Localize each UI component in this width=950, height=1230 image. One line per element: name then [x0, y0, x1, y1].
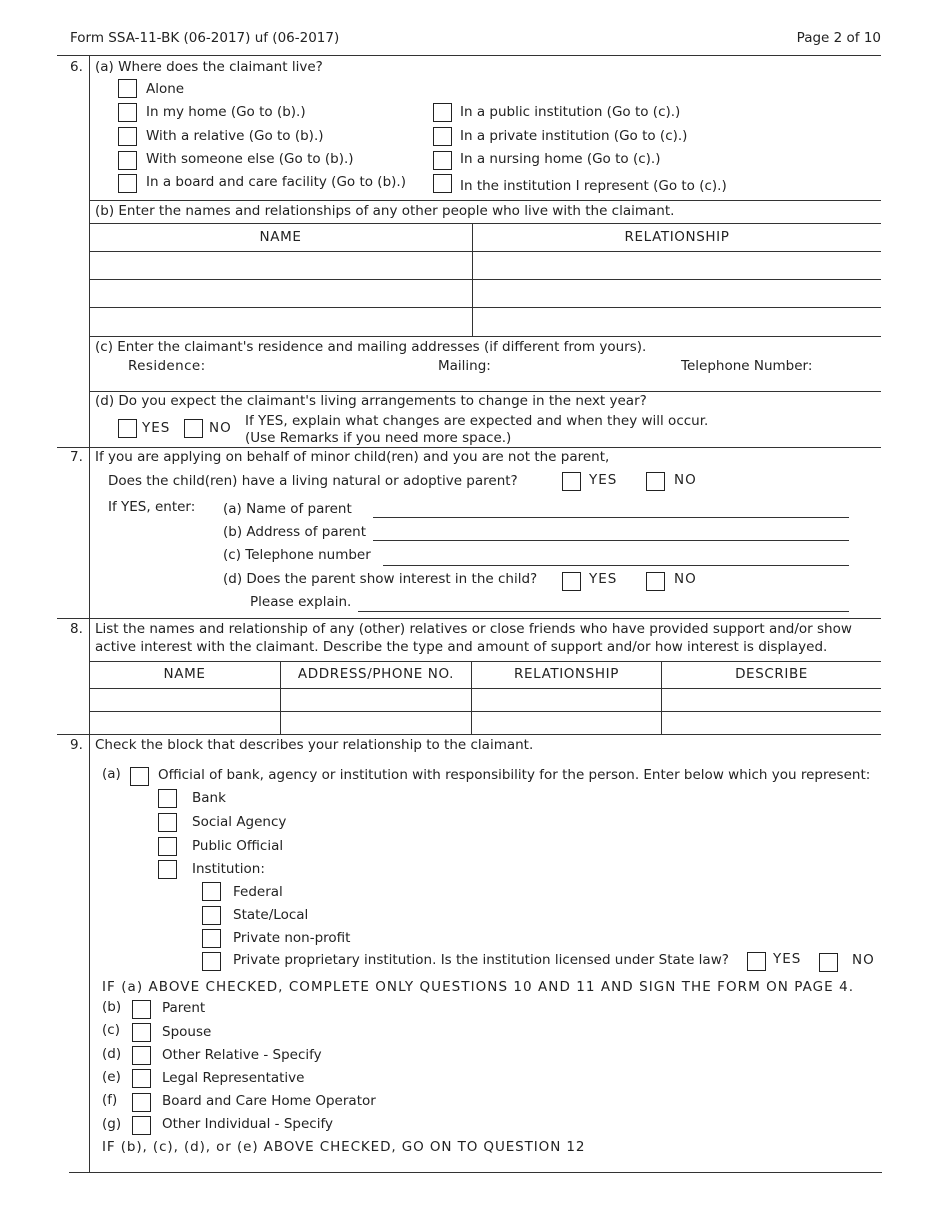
q7-number: 7. [70, 449, 83, 465]
q6-name-cell[interactable] [90, 252, 471, 278]
q9-a-option-label: Social Agency [192, 814, 287, 830]
q9-a-option-label: Institution: [192, 861, 265, 877]
q9-option-label: Legal Representative [162, 1070, 305, 1086]
q9-option-label: Other Relative - Specify [162, 1047, 322, 1063]
q7-b-label: (b) Address of parent [223, 524, 367, 540]
q6-col-name: NAME [259, 229, 302, 245]
q7-c-label: (c) Telephone number [223, 547, 371, 563]
footer-rule [69, 1172, 882, 1173]
q9-licensed-yes-checkbox[interactable] [747, 952, 766, 971]
q6-d-rule [89, 391, 881, 392]
q7-rule [57, 447, 881, 448]
q6-d-prompt: (d) Do you expect the claimant's living arrangements to change in the next year? [95, 393, 647, 409]
q6-board-care-checkbox[interactable] [118, 174, 137, 193]
q8-relationship-cell[interactable] [472, 712, 660, 733]
q9-letter: (c) [102, 1022, 120, 1038]
q9-public-official-checkbox[interactable] [158, 837, 177, 856]
q6-relationship-cell[interactable] [473, 252, 880, 278]
q6-b-prompt: (b) Enter the names and relationships of any other people who live with the claimant. [95, 203, 675, 219]
q9-parent-checkbox[interactable] [132, 1000, 151, 1019]
q8-col-describe: DESCRIBE [735, 666, 808, 682]
q7-no-label: NO [674, 472, 697, 488]
q8-address-cell[interactable] [281, 712, 470, 733]
q7-parent-address-field[interactable] [373, 540, 849, 541]
q9-if-a-instruction: IF (a) ABOVE CHECKED, COMPLETE ONLY QUESTIONS 10 AND 11 AND SIGN THE FORM ON PAGE 4. [102, 979, 855, 995]
q6-residence-field[interactable] [128, 374, 428, 390]
q7-question: Does the child(ren) have a living natural or adoptive parent? [108, 473, 518, 489]
q9-prompt: Check the block that describes your relationship to the claimant. [95, 737, 534, 753]
q9-proprietary-label: Private proprietary institution. Is the institution licensed under State law? [233, 952, 729, 968]
q9-letter: (e) [102, 1069, 121, 1085]
q6-option-label: Alone [146, 81, 185, 97]
q8-describe-cell[interactable] [662, 689, 880, 710]
q6-d-no-checkbox[interactable] [184, 419, 203, 438]
q8-line2: active interest with the claimant. Describe the type and amount of support and/or how interest is displayed. [95, 639, 828, 655]
q6-residence-label: Residence: [128, 358, 206, 374]
q9-rule [57, 734, 881, 735]
q6-mailing-field[interactable] [438, 374, 673, 390]
q9-letter: (g) [102, 1116, 122, 1132]
q8-name-cell[interactable] [90, 689, 279, 710]
q9-letter: (d) [102, 1046, 122, 1062]
q6-d-no-label: NO [209, 420, 232, 436]
q6-relationship-cell[interactable] [473, 308, 880, 335]
q9-federal-checkbox[interactable] [202, 882, 221, 901]
q6-table-top [89, 223, 881, 224]
q7-intro: If you are applying on behalf of minor child(ren) and you are not the parent, [95, 449, 610, 465]
q6-name-cell[interactable] [90, 308, 471, 335]
q6-public-institution-checkbox[interactable] [433, 103, 452, 122]
q9-institution-option-label: Private non-profit [233, 930, 351, 946]
q9-licensed-no-label: NO [852, 952, 875, 968]
q6-option-label: In a public institution (Go to (c).) [460, 104, 681, 120]
q6-option-label: With someone else (Go to (b).) [146, 151, 354, 167]
q6-d-explain-1: If YES, explain what changes are expected and when they will occur. [245, 413, 709, 429]
q9-other-relative-checkbox[interactable] [132, 1046, 151, 1065]
q6-name-cell[interactable] [90, 280, 471, 306]
q6-nursing-home-checkbox[interactable] [433, 151, 452, 170]
q9-spouse-checkbox[interactable] [132, 1023, 151, 1042]
q6-option-label: With a relative (Go to (b).) [146, 128, 324, 144]
q6-d-yes-label: YES [142, 420, 171, 436]
q9-a-letter: (a) [102, 766, 121, 782]
q6-b-rule [89, 200, 881, 201]
q6-relationship-cell[interactable] [473, 280, 880, 306]
q7-parent-phone-field[interactable] [383, 565, 849, 566]
q9-bank-checkbox[interactable] [158, 789, 177, 808]
q6-a-prompt: (a) Where does the claimant live? [95, 59, 323, 75]
q7-yes-label: YES [589, 472, 618, 488]
q9-a-text: Official of bank, agency or institution with responsibility for the person. Enter below which you represent: [158, 767, 871, 783]
q7-d-no-label: NO [674, 571, 697, 587]
q7-d-yes-label: YES [589, 571, 618, 587]
q6-number: 6. [70, 59, 83, 75]
q9-private-nonprofit-checkbox[interactable] [202, 929, 221, 948]
q9-option-label: Parent [162, 1000, 206, 1016]
q9-number: 9. [70, 737, 83, 753]
q9-legal-rep-checkbox[interactable] [132, 1069, 151, 1088]
q8-name-cell[interactable] [90, 712, 279, 733]
q6-relative-checkbox[interactable] [118, 127, 137, 146]
q6-someone-else-checkbox[interactable] [118, 151, 137, 170]
q7-explain-field[interactable] [358, 611, 849, 612]
q6-table-bottom [89, 336, 881, 337]
q9-state-local-checkbox[interactable] [202, 906, 221, 925]
q9-licensed-no-checkbox[interactable] [819, 953, 838, 972]
q6-my-home-checkbox[interactable] [118, 103, 137, 122]
q6-institution-represent-checkbox[interactable] [433, 174, 452, 193]
q8-line1: List the names and relationship of any (other) relatives or close friends who have provided support and/or show [95, 621, 852, 637]
q9-a-option-label: Bank [192, 790, 226, 806]
q6-d-yes-checkbox[interactable] [118, 419, 137, 438]
page-number: Page 2 of 10 [796, 30, 881, 46]
q8-describe-cell[interactable] [662, 712, 880, 733]
q6-mailing-label: Mailing: [438, 358, 491, 374]
q6-option-label: In my home (Go to (b).) [146, 104, 306, 120]
q7-parent-name-field[interactable] [373, 517, 849, 518]
q9-institution-option-label: Federal [233, 884, 283, 900]
q6-col-relationship: RELATIONSHIP [624, 229, 730, 245]
q7-no-checkbox[interactable] [646, 472, 665, 491]
q7-explain-label: Please explain. [250, 594, 352, 610]
q9-option-label: Board and Care Home Operator [162, 1093, 376, 1109]
q9-social-agency-checkbox[interactable] [158, 813, 177, 832]
form-id: Form SSA-11-BK (06-2017) uf (06-2017) [70, 30, 340, 46]
q9-board-care-operator-checkbox[interactable] [132, 1093, 151, 1112]
q9-letter: (b) [102, 999, 122, 1015]
q6-c-prompt: (c) Enter the claimant's residence and mailing addresses (if different from yours). [95, 339, 647, 355]
q9-a-checkbox[interactable] [130, 767, 149, 786]
header-rule [57, 55, 881, 56]
q8-col-relationship: RELATIONSHIP [514, 666, 619, 682]
q6-telephone-label: Telephone Number: [681, 358, 813, 374]
q6-private-institution-checkbox[interactable] [433, 127, 452, 146]
q9-other-individual-checkbox[interactable] [132, 1116, 151, 1135]
q6-option-label: In a private institution (Go to (c).) [460, 128, 688, 144]
q7-if-yes: If YES, enter: [108, 499, 196, 515]
q9-option-label: Other Individual - Specify [162, 1116, 333, 1132]
q9-if-bcde-instruction: IF (b), (c), (d), or (e) ABOVE CHECKED, GO ON TO QUESTION 12 [102, 1139, 586, 1155]
q7-yes-checkbox[interactable] [562, 472, 581, 491]
q6-option-label: In a nursing home (Go to (c).) [460, 151, 661, 167]
q7-d-label: (d) Does the parent show interest in the child? [223, 571, 538, 587]
q8-number: 8. [70, 621, 83, 637]
q8-col-name: NAME [163, 666, 206, 682]
q9-a-option-label: Public Official [192, 838, 284, 854]
q6-telephone-field[interactable] [681, 374, 879, 390]
q8-table-top [89, 661, 881, 662]
q6-d-explain-2: (Use Remarks if you need more space.) [245, 430, 512, 446]
q9-institution-checkbox[interactable] [158, 860, 177, 879]
q7-d-no-checkbox[interactable] [646, 572, 665, 591]
q9-licensed-yes-label: YES [773, 951, 802, 967]
q7-a-label: (a) Name of parent [223, 501, 352, 517]
q9-option-label: Spouse [162, 1024, 212, 1040]
q8-col-address: ADDRESS/PHONE NO. [297, 666, 455, 682]
q8-relationship-cell[interactable] [472, 689, 660, 710]
q6-alone-checkbox[interactable] [118, 79, 137, 98]
q7-d-yes-checkbox[interactable] [562, 572, 581, 591]
q9-proprietary-checkbox[interactable] [202, 952, 221, 971]
q9-letter: (f) [102, 1092, 118, 1108]
q6-option-label: In the institution I represent (Go to (c).) [460, 178, 727, 194]
q6-option-label: In a board and care facility (Go to (b).) [146, 174, 406, 190]
q9-institution-option-label: State/Local [233, 907, 309, 923]
q8-address-cell[interactable] [281, 689, 470, 710]
q8-rule [57, 618, 881, 619]
